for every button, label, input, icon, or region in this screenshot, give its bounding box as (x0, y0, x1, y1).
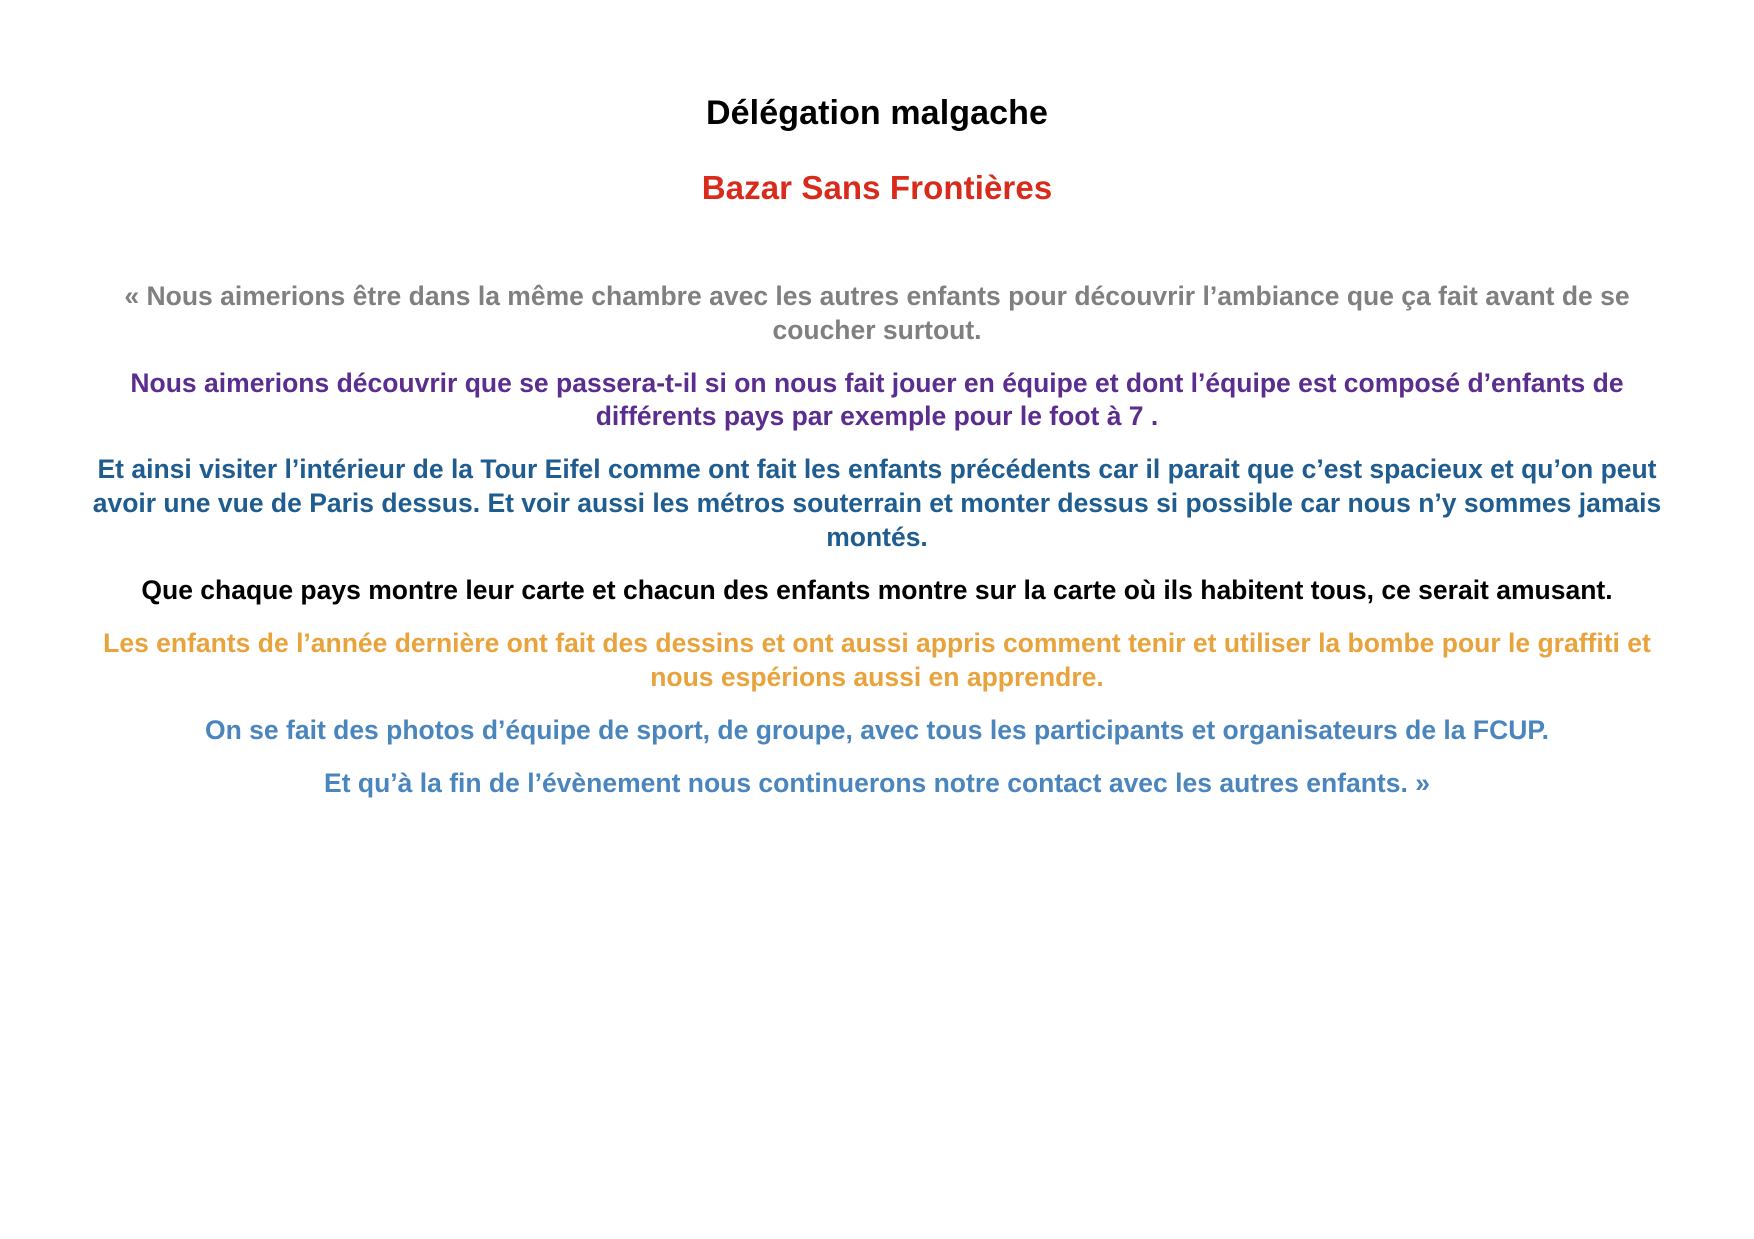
paragraph-3: Et ainsi visiter l’intérieur de la Tour Eifel comme ont fait les enfants précédents car il parait que c’est spacieux et qu’on peut avoir une vue de Paris dessus. Et voir aussi les métros souterrain et monter dessus si possible car nous n’y sommes jamais montés. (92, 454, 1662, 553)
paragraph-7: Et qu’à la fin de l’évènement nous continuerons notre contact avec les autres enfants. » (324, 767, 1430, 798)
title-block (0, 0, 1754, 208)
page-title: Délégation malgache (706, 94, 1048, 132)
paragraph-5: Les enfants de l’année dernière ont fait des dessins et ont aussi appris comment tenir et utiliser la bombe pour le graffiti et nous espérions aussi en apprendre. (103, 628, 1651, 692)
paragraph-1: « Nous aimerions être dans la même chambre avec les autres enfants pour découvrir l’ambiance que ça fait avant de se coucher surtout. (124, 280, 1630, 345)
paragraph-2: Nous aimerions découvrir que se passera-t-il si on nous fait jouer en équipe et dont l’équipe est composé d’enfants de différents pays par exemple pour le foot à 7 . (130, 367, 1624, 432)
body-text-block (0, 208, 1754, 820)
paragraph-6: On se fait des photos d’équipe de sport, de groupe, avec tous les participants et organisateurs de la FCUP. (205, 714, 1549, 745)
page-subtitle: Bazar Sans Frontières (701, 168, 1053, 206)
paragraph-4: Que chaque pays montre leur carte et chacun des enfants montre sur la carte où ils habitent tous, ce serait amusant. (141, 575, 1613, 606)
